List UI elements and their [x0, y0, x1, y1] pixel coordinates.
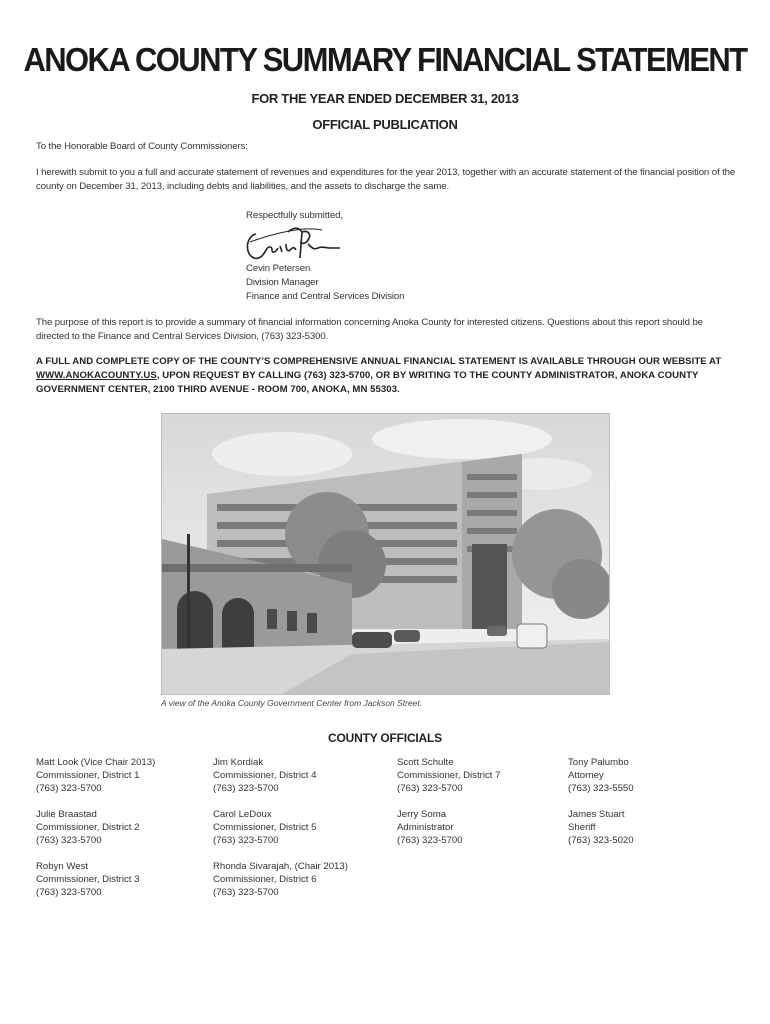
official-entry [397, 808, 463, 847]
official-phone: (763) 323-5700 [36, 887, 102, 898]
official-entry [213, 756, 316, 795]
official-phone: (763) 323-5700 [36, 835, 102, 846]
official-role: Commissioner, District 1 [36, 770, 140, 781]
photo-illustration [162, 414, 609, 694]
notice-text-1: A FULL AND COMPLETE COPY OF THE COUNTY’S COMPREHENSIVE ANNUAL FINANCIAL STATEMENT IS AVAILABLE THROUGH OUR WEBSITE AT [36, 356, 722, 367]
purpose-paragraph: The purpose of this report is to provide a summary of financial information concerning Anoka County for interested citizens. Questions about this report should be directed to the Finance and Central Services Division, (763) 323-5300. [36, 317, 703, 342]
official-phone: (763) 323-5700 [397, 835, 463, 846]
official-role: Commissioner, District 4 [213, 770, 317, 781]
signature-image [242, 220, 342, 264]
officials-heading: COUNTY OFFICIALS [328, 731, 442, 745]
official-name: Robyn West [36, 861, 89, 872]
cafr-notice [36, 355, 738, 397]
official-entry [36, 808, 139, 847]
official-entry [36, 756, 155, 795]
official-role: Commissioner, District 6 [213, 874, 317, 885]
official-phone: (763) 323-5700 [213, 835, 279, 846]
letter-body: I herewith submit to you a full and accurate statement of revenues and expenditures for the year 2013, together with an accurate statement of the financial position of the county on December 31, 2013, including debts and liabilities, and the assets to discharge the same. [36, 167, 736, 192]
official-phone: (763) 323-5700 [397, 783, 463, 794]
official-name: Carol LeDoux [213, 809, 272, 820]
official-name: Jim Kordiak [213, 757, 264, 768]
official-role: Commissioner, District 5 [213, 822, 317, 833]
official-phone: (763) 323-5020 [568, 835, 634, 846]
notice-text-2: , UPON REQUEST BY CALLING (763) 323-5700, OR BY WRITING TO THE COUNTY ADMINISTRATOR, ANOKA COUNTY GOVERNMENT CENTER, 2100 THIRD AVENUE - ROOM 700, ANOKA, MN 55303. [36, 370, 699, 395]
signer-title: Division Manager [246, 277, 319, 288]
official-phone: (763) 323-5700 [36, 783, 102, 794]
official-role: Commissioner, District 7 [397, 770, 501, 781]
official-name: Tony Palumbo [568, 757, 629, 768]
salutation: To the Honorable Board of County Commissioners: [36, 141, 248, 152]
year-line: FOR THE YEAR ENDED DECEMBER 31, 2013 [251, 91, 519, 106]
website-link[interactable]: WWW.ANOKACOUNTY.US [36, 370, 157, 381]
official-name: James Stuart [568, 809, 625, 820]
official-role: Administrator [397, 822, 454, 833]
official-name: Julie Braastad [36, 809, 97, 820]
signer-name: Cevin Petersen [246, 263, 311, 274]
official-name: Jerry Soma [397, 809, 447, 820]
signer-block [246, 262, 404, 304]
publication-label: OFFICIAL PUBLICATION [312, 117, 458, 132]
closing: Respectfully submitted, [246, 210, 343, 221]
official-entry [397, 756, 500, 795]
official-entry [213, 808, 316, 847]
official-name: Matt Look (Vice Chair 2013) [36, 757, 156, 768]
official-entry [568, 808, 634, 847]
official-phone: (763) 323-5550 [568, 783, 634, 794]
official-entry [213, 860, 348, 899]
official-entry [568, 756, 634, 795]
official-role: Commissioner, District 3 [36, 874, 140, 885]
official-entry [36, 860, 139, 899]
photo-caption: A view of the Anoka County Government Center from Jackson Street. [161, 698, 423, 708]
page-title: ANOKA COUNTY SUMMARY FINANCIAL STATEMENT [23, 40, 747, 79]
official-role: Sheriff [568, 822, 596, 833]
government-center-photo [161, 413, 610, 695]
official-phone: (763) 323-5700 [213, 783, 279, 794]
official-phone: (763) 323-5700 [213, 887, 279, 898]
official-name: Rhonda Sivarajah, (Chair 2013) [213, 861, 348, 872]
signer-division: Finance and Central Services Division [246, 291, 405, 302]
official-role: Attorney [568, 770, 604, 781]
official-role: Commissioner, District 2 [36, 822, 140, 833]
official-name: Scott Schulte [397, 757, 454, 768]
